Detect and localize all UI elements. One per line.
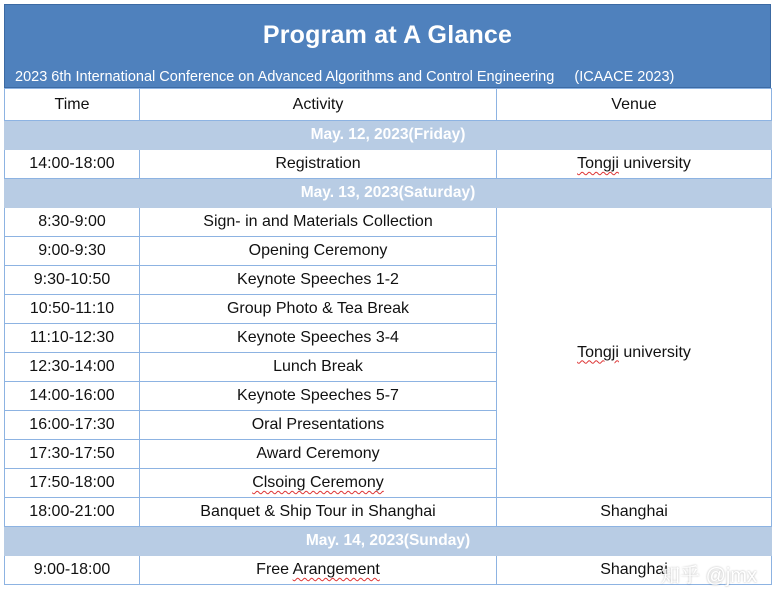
time-cell: 14:00-18:00 (5, 150, 140, 179)
time-cell: 11:10-12:30 (5, 324, 140, 353)
activity-text: Clsoing Ceremony (252, 474, 384, 491)
venue-cell: Shanghai (497, 556, 772, 585)
time-cell: 17:30-17:50 (5, 440, 140, 469)
table-row (5, 208, 772, 237)
day-label: May. 14, 2023(Sunday) (5, 527, 772, 556)
day-row (5, 121, 772, 150)
activity-cell (140, 556, 497, 585)
page-title: Program at A Glance (262, 21, 513, 49)
table-row (5, 150, 772, 179)
activity-text: Arangement (292, 561, 380, 578)
time-cell: 8:30-9:00 (5, 208, 140, 237)
venue-name: Tongji (577, 343, 619, 361)
activity-cell: Keynote Speeches 1-2 (140, 266, 497, 295)
venue-suffix: university (618, 155, 691, 172)
day-label: May. 13, 2023(Saturday) (5, 179, 772, 208)
table-row (5, 498, 772, 527)
venue-cell: Shanghai (497, 498, 772, 527)
time-cell: 17:50-18:00 (5, 469, 140, 498)
activity-cell: Keynote Speeches 5-7 (140, 382, 497, 411)
activity-cell: Registration (140, 150, 497, 179)
activity-cell: Sign- in and Materials Collection (140, 208, 497, 237)
day-row (5, 179, 772, 208)
time-cell: 9:00-9:30 (5, 237, 140, 266)
column-header-activity: Activity (140, 89, 497, 121)
activity-prefix: Free (256, 561, 293, 578)
day-row (5, 527, 772, 556)
watermark: 知乎 @jmx (660, 565, 757, 587)
activity-cell (140, 469, 497, 498)
activity-cell: Banquet & Ship Tour in Shanghai (140, 498, 497, 527)
time-cell: 9:00-18:00 (5, 556, 140, 585)
day-label: May. 12, 2023(Friday) (5, 121, 772, 150)
venue-name: Tongji (577, 155, 619, 172)
activity-cell: Award Ceremony (140, 440, 497, 469)
time-cell: 9:30-10:50 (5, 266, 140, 295)
program-document (4, 4, 771, 585)
venue-cell (497, 150, 772, 179)
activity-cell: Group Photo & Tea Break (140, 295, 497, 324)
header-banner (4, 4, 771, 88)
conference-subtitle: 2023 6th International Conference on Advanced Algorithms and Control Engineering (ICAACE 2023) (15, 69, 675, 85)
activity-cell: Opening Ceremony (140, 237, 497, 266)
time-cell: 12:30-14:00 (5, 353, 140, 382)
activity-cell: Lunch Break (140, 353, 497, 382)
time-cell: 18:00-21:00 (5, 498, 140, 527)
time-cell: 16:00-17:30 (5, 411, 140, 440)
venue-cell-merged (497, 208, 772, 498)
time-cell: 10:50-11:10 (5, 295, 140, 324)
time-cell: 14:00-16:00 (5, 382, 140, 411)
column-header-time: Time (5, 89, 140, 121)
activity-cell: Oral Presentations (140, 411, 497, 440)
venue-suffix: university (618, 343, 691, 361)
table-row (5, 556, 772, 585)
column-header-venue: Venue (497, 89, 772, 121)
activity-cell: Keynote Speeches 3-4 (140, 324, 497, 353)
schedule-table (4, 88, 772, 585)
header-row (5, 89, 772, 121)
